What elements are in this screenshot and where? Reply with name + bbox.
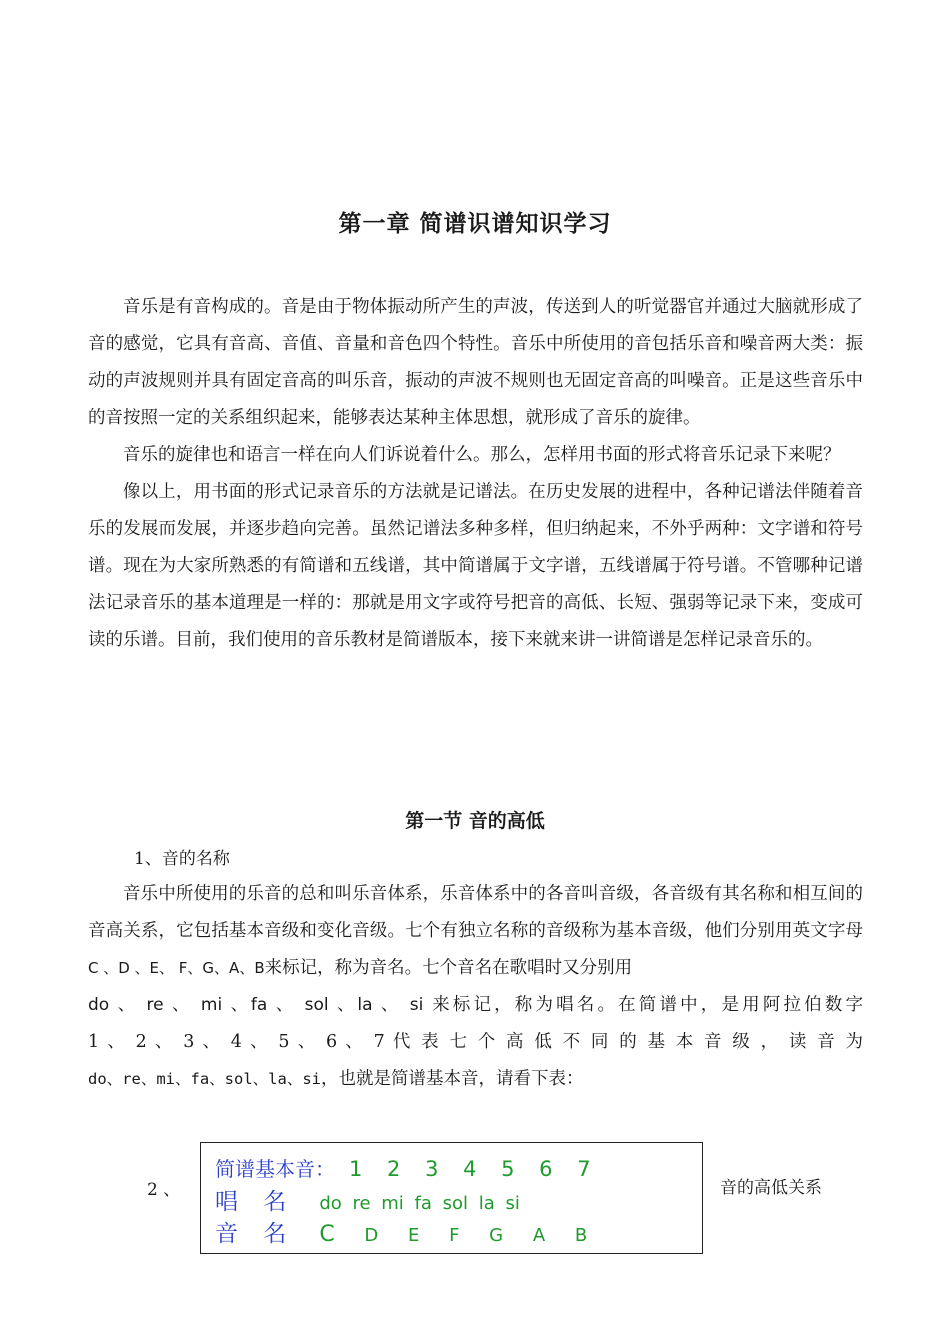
intro-paragraph: 音乐的旋律也和语言一样在向人们诉说着什么。那么，怎样用书面的形式将音乐记录下来呢？ (123, 445, 841, 465)
closing-line (88, 1061, 863, 1098)
row-label: 音 名 (215, 1221, 296, 1247)
row-value-first: C (319, 1222, 347, 1247)
side-caption: 音的高低关系 (720, 1178, 822, 1198)
text-segment: 来标记，称为音名。七个音名在歌唱时又分别用 (264, 958, 633, 978)
text-segment: 来标记，称为唱名。在简谱中，是用阿拉伯数字 (432, 995, 863, 1015)
row-values: do re mi fa sol la si (319, 1193, 520, 1214)
pitch-names-section (88, 876, 863, 1098)
row-label: 唱 名 (215, 1189, 296, 1215)
row-values: D E F G A B (364, 1225, 600, 1246)
digits-line: 1 、 2 、 3 、 4 、 5 、 6 、 7 代 表 七 个 高 低 不 同 的 基 本 音 级 ， 读 音 为 (88, 1032, 863, 1052)
text-segment: 音乐中所使用的乐音的总和叫乐音体系，乐音体系中的各音叫音级，各音级有其名称和相互间的音高关系，它包括基本音级和变化音级。七个有独立名称的音级称为基本音级，他们分别用英文字母 (88, 884, 863, 941)
intro-section (88, 289, 863, 659)
solfege-line (88, 987, 863, 1024)
item-number: 2 、 (147, 1180, 181, 1200)
notation-table (200, 1142, 703, 1254)
solfege-names: do 、 re 、 mi 、fa 、 sol 、la 、 si (88, 995, 424, 1015)
row-values: 1 2 3 4 5 6 7 (349, 1157, 600, 1181)
notation-row-solfege (215, 1183, 520, 1216)
row-label: 简谱基本音： (215, 1157, 335, 1181)
notation-row-letters (215, 1215, 599, 1248)
chapter-title: 第一章 简谱识谱知识学习 (338, 211, 612, 237)
subsection-heading: 1、音的名称 (134, 849, 230, 869)
pitch-paragraph (88, 876, 863, 987)
solfege-mono: do、re、mi、fa、sol、la、si (88, 1070, 321, 1088)
notation-row-numbers (215, 1153, 600, 1182)
intro-paragraph: 音乐是有音构成的。音是由于物体振动所产生的声波，传送到人的听觉器官并通过大脑就形成了音的感觉，它具有音高、音值、音量和音色四个特性。音乐中所使用的音包括乐音和噪音两大类：振动的声波规则并具有固定音高的叫乐音，振动的声波不规则也无固定音高的叫噪音。正是这些音乐中的音按照一定的关系组织起来，能够表达某种主体思想，就形成了音乐的旋律。 (88, 297, 863, 428)
row-values-group (319, 1222, 600, 1247)
letter-names: C 、D 、E、 F、G、A、B (88, 959, 265, 977)
text-segment: ，也就是简谱基本音，请看下表： (320, 1069, 584, 1089)
section-title: 第一节 音的高低 (405, 810, 545, 832)
intro-paragraph: 像以上，用书面的形式记录音乐的方法就是记谱法。在历史发展的进程中，各种记谱法伴随着音乐的发展而发展，并逐步趋向完善。虽然记谱法多种多样，但归纳起来，不外乎两种：文字谱和符号谱。现在为大家所熟悉的有简谱和五线谱，其中简谱属于文字谱，五线谱属于符号谱。不管哪种记谱法记录音乐的基本道理是一样的：那就是用文字或符号把音的高低、长短、强弱等记录下来，变成可读的乐谱。目前，我们使用的音乐教材是简谱版本，接下来就来讲一讲简谱是怎样记录音乐的。 (88, 482, 863, 650)
